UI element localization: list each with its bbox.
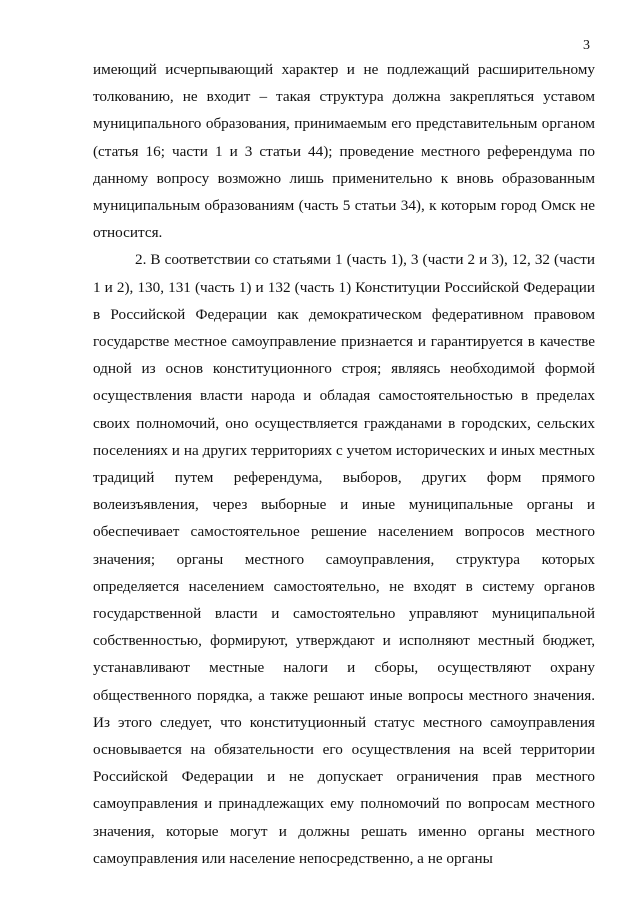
document-body — [93, 56, 595, 872]
paragraph-continuation: имеющий исчерпывающий характер и не подлежащий расширительному толкованию, не входит – такая структура должна закрепляться уставом муниципального образования, принимаемым его представительным органом (статья 16; части 1 и 3 статьи 44); проведение местного референдума по данному вопросу возможно лишь применительно к вновь образованным муниципальным образованиям (часть 5 статьи 34), к которым город Омск не относится. — [93, 61, 595, 242]
page-number: 3 — [583, 38, 590, 53]
paragraph-2: 2. В соответствии со статьями 1 (часть 1), 3 (части 2 и 3), 12, 32 (части 1 и 2), 130, 131 (часть 1) и 132 (часть 1) Конституции Российской Федерации в Российской Федерации как демократическом федеративном правовом государстве местное самоуправление признается и гарантируется в качестве одной из основ конституционного строя; являясь необходимой формой осуществления власти народа и обладая самостоятельностью в пределах своих полномочий, оно осуществляется гражданами в городских, сельских поселениях и на других территориях с учетом исторических и иных местных традиций путем референдума, выборов, других форм прямого волеизъявления, через выборные и иные муниципальные органы и обеспечивает самостоятельное решение населением вопросов местного значения; органы местного самоуправления, структура которых определяется населением самостоятельно, не входят в систему органов государственной власти и самостоятельно управляют муниципальной собственностью, формируют, утверждают и исполняют местный бюджет, устанавливают местные налоги и сборы, осуществляют охрану общественного порядка, а также решают иные вопросы местного значения. Из этого следует, что конституционный статус местного самоуправления основывается на обязательности его осуществления на всей территории Российской Федерации и не допускает ограничения прав местного самоуправления и принадлежащих ему полномочий по вопросам местного значения, которые могут и должны решать именно органы местного самоуправления или население непосредственно, а не органы — [93, 251, 595, 867]
